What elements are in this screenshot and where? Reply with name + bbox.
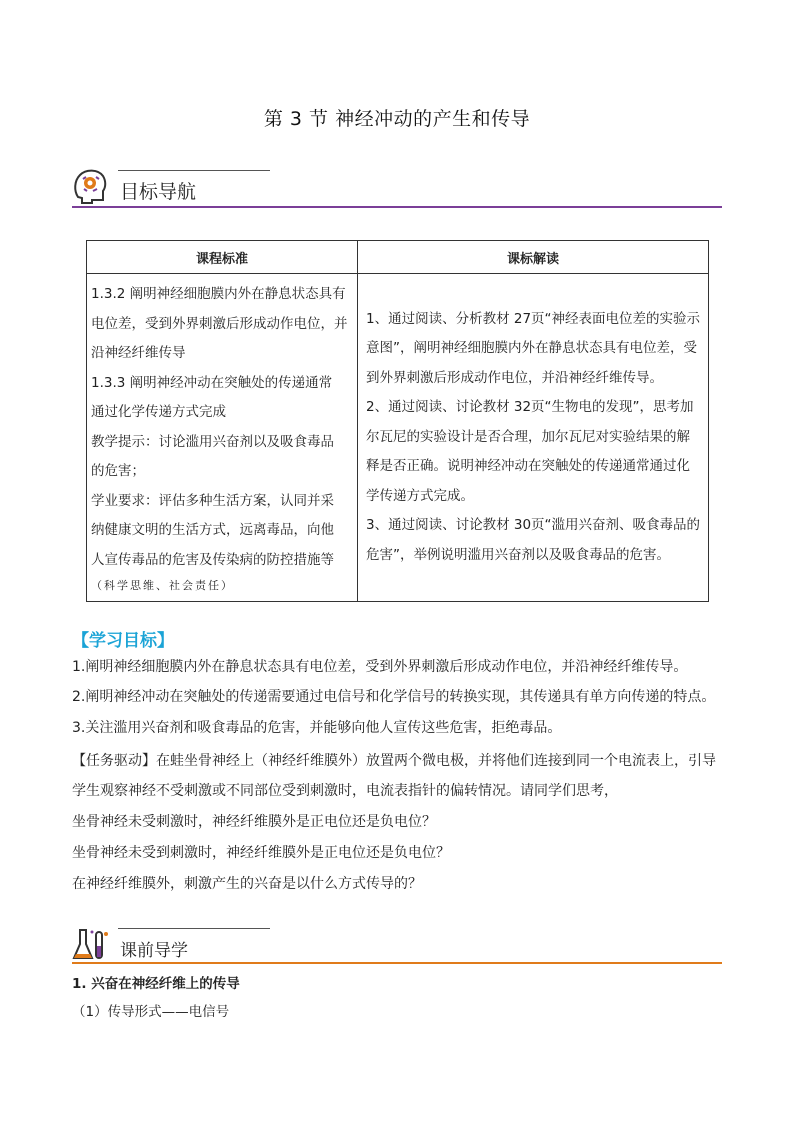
header-topline	[118, 928, 270, 929]
text-line: 通过化学传递方式完成	[91, 404, 226, 420]
section-header-preview	[72, 922, 722, 966]
standards-cell	[87, 274, 358, 602]
task-question: 坐骨神经未受到刺激时，神经纤维膜外是正电位还是负电位？	[72, 845, 450, 861]
text-line: 电位差，受到外界刺激后形成动作电位，并	[91, 315, 348, 332]
head-gear-icon	[72, 167, 108, 209]
text-line: 意图”，阐明神经细胞膜内外在静息状态具有电位差，受	[366, 340, 697, 357]
text-line: 危害”，举例说明滥用兴奋剂以及吸食毒品的危害。	[366, 546, 670, 563]
text-line: 到外界刺激后形成动作电位，并沿神经纤维传导。	[366, 369, 663, 386]
task-line: 学生观察神经不受刺激或不同部位受到刺激时，电流表指针的偏转情况。请同学们思考，	[72, 783, 618, 799]
text-line: 教学提示：讨论滥用兴奋剂以及吸食毒品	[91, 433, 334, 450]
section-label: 课前导学	[120, 941, 188, 961]
table-header-row	[87, 241, 709, 274]
curriculum-table	[86, 240, 709, 602]
task-question: 坐骨神经未受刺激时，神经纤维膜外是正电位还是负电位？	[72, 814, 436, 830]
text-line: 1.3.2 阐明神经细胞膜内外在静息状态具有	[91, 286, 346, 302]
text-line: 学业要求：评估多种生活方案，认同并采	[91, 492, 334, 509]
table-header-cell: 课程标准	[87, 241, 358, 274]
text-line: 3、通过阅读、讨论教材 30页“滥用兴奋剂、吸食毒品的	[366, 517, 701, 534]
goal-item: 1.阐明神经细胞膜内外在静息状态具有电位差，受到外界刺激后形成动作电位，并沿神经纤维传导。	[72, 659, 688, 675]
interpretation-cell	[358, 274, 709, 602]
section-label: 目标导航	[120, 181, 197, 203]
text-line: 人宣传毒品的危害及传染病的防控措施等	[91, 551, 334, 568]
table-row	[87, 274, 709, 602]
section-header-goal-nav	[72, 165, 722, 209]
task-question: 在神经纤维膜外，刺激产生的兴奋是以什么方式传导的？	[72, 876, 422, 892]
text-line: 1、通过阅读、分析教材 27页“神经表面电位差的实验示	[366, 310, 701, 327]
goal-item: 3.关注滥用兴奋剂和吸食毒品的危害，并能够向他人宣传这些危害，拒绝毒品。	[72, 720, 562, 736]
text-line: 学传递方式完成。	[366, 487, 474, 504]
text-line: 纳健康文明的生活方式，远离毒品，向他	[91, 522, 334, 538]
text-line: 的危害；	[91, 463, 145, 479]
table-header-cell: 课标解读	[358, 241, 709, 274]
section-rule	[72, 962, 722, 964]
text-line: 沿神经纤维传导	[91, 345, 186, 361]
text-line: 释是否正确。说明神经冲动在突触处的传递通常通过化	[366, 458, 690, 475]
section-rule	[72, 206, 722, 208]
page-title: 第 3 节 神经冲动的产生和传导	[263, 108, 531, 130]
task-line: 【任务驱动】在蛙坐骨神经上（神经纤维膜外）放置两个微电极，并将他们连接到同一个电流表上，引导	[72, 753, 716, 769]
text-line: 尔瓦尼的实验设计是否合理，加尔瓦尼对实验结果的解	[366, 428, 690, 445]
text-line: 2、通过阅读、讨论教材 32页“生物电的发现”，思考加	[366, 399, 694, 416]
preview-item: （1）传导形式——电信号	[72, 1004, 230, 1020]
learning-goals-heading: 【学习目标】	[72, 631, 174, 651]
preview-subheading: 1. 兴奋在神经纤维上的传导	[72, 976, 240, 992]
goal-item: 2.阐明神经冲动在突触处的传递需要通过电信号和化学信号的转换实现，其传递具有单方向传递的特点。	[72, 689, 716, 705]
competency-note: （科学思维、社会责任）	[91, 579, 234, 592]
text-line: 1.3.3 阐明神经冲动在突触处的传递通常	[91, 374, 333, 391]
header-topline	[118, 170, 270, 171]
